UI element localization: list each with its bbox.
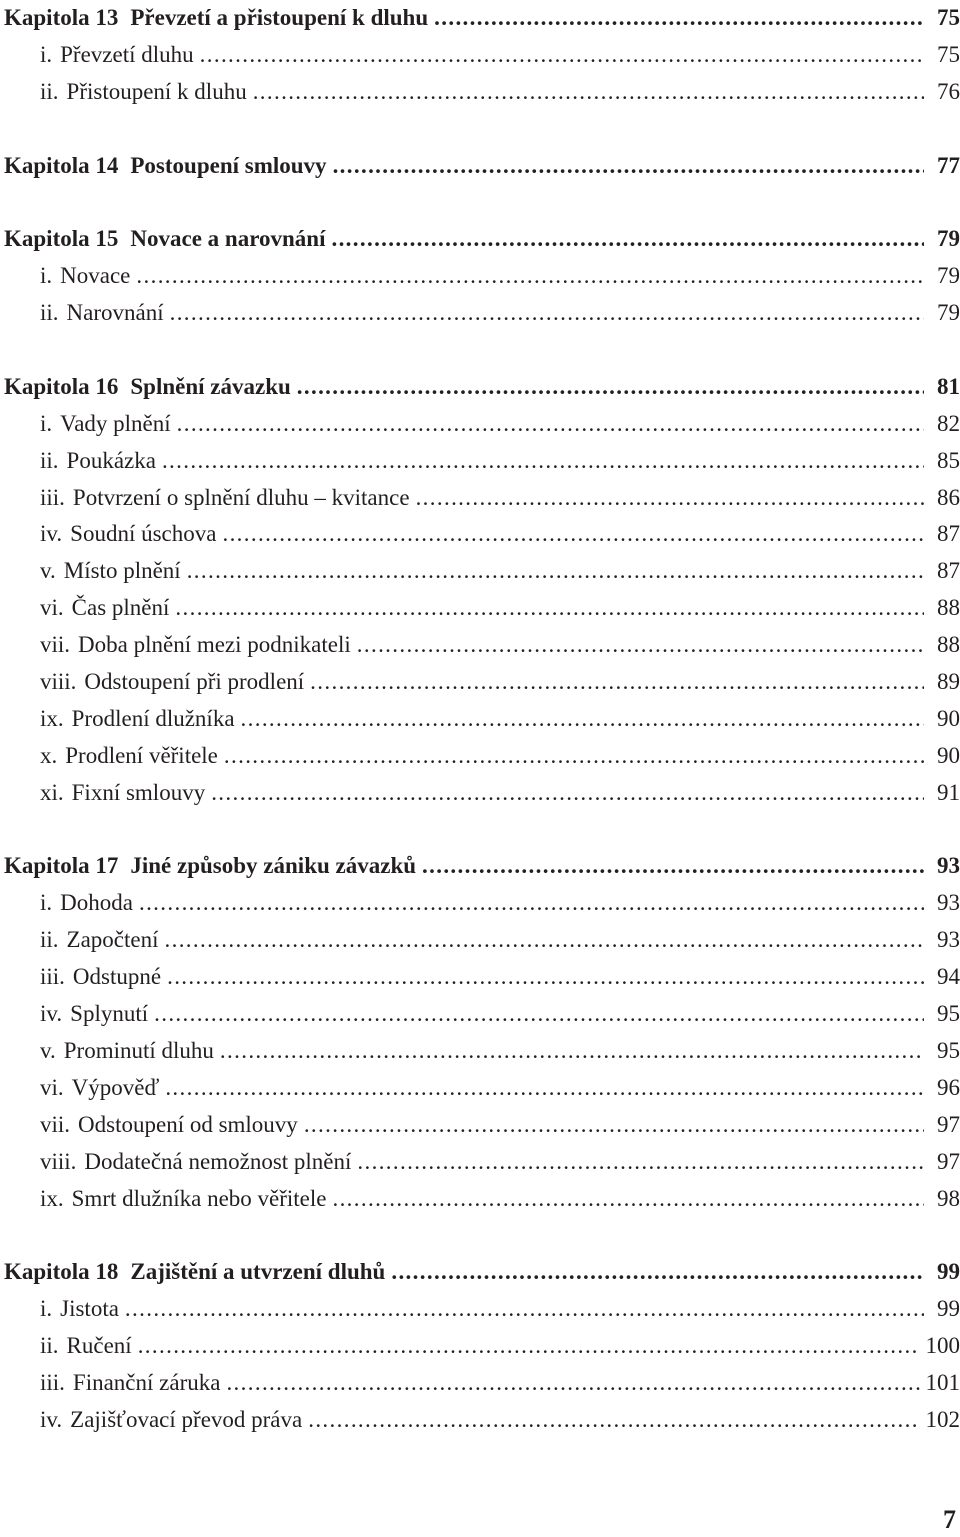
- section-title: Ručení: [66, 1333, 132, 1359]
- section-number: vi.: [40, 595, 64, 621]
- dot-leader: [304, 1107, 924, 1144]
- toc-section-entry[interactable]: [4, 1144, 960, 1181]
- section-title: Místo plnění: [63, 558, 181, 584]
- section-page-number: 88: [937, 595, 960, 621]
- chapter-page-number: 81: [937, 373, 960, 399]
- chapter-page-number: 75: [937, 5, 960, 30]
- chapter-spacer: [4, 1217, 960, 1254]
- toc-chapter-entry[interactable]: [4, 0, 960, 37]
- toc-section-entry[interactable]: [4, 443, 960, 480]
- section-title: Prodlení dlužníka: [71, 705, 235, 731]
- section-number: ii.: [40, 78, 59, 104]
- chapter-page-number: 79: [937, 226, 960, 252]
- toc-section-entry[interactable]: [4, 37, 960, 74]
- chapter-label: Kapitola 13: [4, 5, 119, 30]
- dot-leader: [200, 37, 924, 74]
- toc-section-entry[interactable]: [4, 590, 960, 627]
- section-title: Splynutí: [70, 1001, 149, 1027]
- section-number: i.: [40, 41, 53, 67]
- section-page-number: 97: [937, 1148, 960, 1174]
- section-heading: [40, 959, 163, 996]
- dot-leader: [241, 701, 924, 738]
- chapter-heading: [4, 0, 430, 37]
- chapter-page-number: 99: [937, 1259, 960, 1285]
- dot-leader: [224, 738, 924, 775]
- toc-section-entry[interactable]: [4, 1328, 960, 1365]
- toc-chapter-entry[interactable]: [4, 369, 960, 406]
- section-number: ii.: [40, 300, 59, 326]
- dot-leader: [222, 516, 924, 553]
- section-heading: [40, 738, 220, 775]
- section-page-number: 102: [925, 1406, 960, 1432]
- section-heading: [40, 443, 158, 480]
- chapter-title: Zajištění a utvrzení dluhů: [130, 1259, 386, 1285]
- toc-chapter-entry[interactable]: [4, 848, 960, 885]
- section-heading: [40, 1070, 161, 1107]
- chapter-heading: [4, 369, 293, 406]
- section-page-number: 99: [937, 1296, 960, 1322]
- section-heading: [40, 1033, 216, 1070]
- section-title: Započtení: [66, 927, 159, 953]
- chapter-spacer: [4, 812, 960, 849]
- section-title: Poukázka: [66, 447, 156, 473]
- section-number: vii.: [40, 632, 71, 658]
- section-heading: [40, 1291, 121, 1328]
- section-title: Výpověď: [71, 1074, 160, 1100]
- section-heading: [40, 1402, 304, 1439]
- section-title: Prodlení věřitele: [65, 742, 218, 768]
- chapter-title: Jiné způsoby zániku závazků: [130, 853, 417, 879]
- toc-section-entry[interactable]: [4, 406, 960, 443]
- section-page-number: 95: [937, 1001, 960, 1027]
- dot-leader: [253, 74, 924, 111]
- chapter-heading: [4, 1254, 387, 1291]
- section-heading: [40, 664, 306, 701]
- toc-section-entry[interactable]: [4, 996, 960, 1033]
- chapter-title: Novace a narovnání: [130, 226, 326, 252]
- section-number: viii.: [40, 1148, 77, 1174]
- section-title: Potvrzení o splnění dluhu – kvitance: [72, 484, 410, 510]
- chapter-page-number: 93: [937, 853, 960, 879]
- section-page-number: 87: [937, 521, 960, 547]
- toc-chapter-entry[interactable]: [4, 221, 960, 258]
- section-page-number: 79: [937, 263, 960, 289]
- toc-chapter-entry[interactable]: [4, 148, 960, 185]
- section-heading: [40, 406, 173, 443]
- section-heading: [40, 996, 150, 1033]
- dot-leader: [310, 664, 924, 701]
- section-page-number: 90: [937, 705, 960, 731]
- section-heading: [40, 295, 166, 332]
- section-heading: [40, 74, 249, 111]
- section-page-number: 95: [937, 1037, 960, 1063]
- toc-section-entry[interactable]: [4, 295, 960, 332]
- section-number: ix.: [40, 705, 64, 731]
- dot-leader: [139, 885, 924, 922]
- section-page-number: 93: [937, 927, 960, 953]
- section-heading: [40, 37, 196, 74]
- dot-leader: [434, 0, 924, 37]
- section-title: Finanční záruka: [72, 1369, 221, 1395]
- toc-section-entry[interactable]: [4, 516, 960, 553]
- section-number: iii.: [40, 1369, 65, 1395]
- dot-leader: [332, 1181, 924, 1218]
- toc-section-entry[interactable]: [4, 1402, 960, 1439]
- section-page-number: 98: [937, 1185, 960, 1211]
- section-page-number: 100: [925, 1333, 960, 1359]
- dot-leader: [170, 295, 924, 332]
- toc-section-entry[interactable]: [4, 959, 960, 996]
- section-title: Soudní úschova: [70, 521, 217, 547]
- section-heading: [40, 627, 353, 664]
- chapter-label: Kapitola 18: [4, 1259, 119, 1285]
- section-number: v.: [40, 558, 56, 584]
- section-number: i.: [40, 410, 53, 436]
- toc-section-entry[interactable]: [4, 922, 960, 959]
- section-title: Vady plnění: [60, 410, 171, 436]
- dot-leader: [331, 221, 924, 258]
- section-title: Přistoupení k dluhu: [66, 78, 247, 104]
- toc-section-entry[interactable]: [4, 701, 960, 738]
- section-page-number: 97: [937, 1111, 960, 1137]
- section-heading: [40, 480, 412, 517]
- section-heading: [40, 885, 135, 922]
- dot-leader: [138, 1328, 920, 1365]
- section-heading: [40, 775, 207, 812]
- section-page-number: 82: [937, 410, 960, 436]
- section-number: ii.: [40, 447, 59, 473]
- dot-leader: [165, 922, 925, 959]
- section-number: iv.: [40, 521, 63, 547]
- section-number: vi.: [40, 1074, 64, 1100]
- section-title: Doba plnění mezi podnikateli: [78, 632, 351, 658]
- section-page-number: 96: [937, 1074, 960, 1100]
- section-heading: [40, 1181, 328, 1218]
- toc-section-entry[interactable]: [4, 74, 960, 111]
- chapter-title: Splnění závazku: [130, 373, 291, 399]
- section-heading: [40, 1107, 300, 1144]
- section-page-number: 91: [937, 779, 960, 805]
- section-page-number: 87: [937, 558, 960, 584]
- chapter-heading: [4, 848, 418, 885]
- chapter-heading: [4, 221, 327, 258]
- section-page-number: 79: [937, 300, 960, 326]
- section-title: Převzetí dluhu: [60, 41, 194, 67]
- chapter-label: Kapitola 17: [4, 853, 119, 879]
- section-page-number: 76: [937, 78, 960, 104]
- dot-leader: [136, 258, 924, 295]
- section-title: Narovnání: [66, 300, 164, 326]
- toc-section-entry[interactable]: [4, 1291, 960, 1328]
- section-title: Odstoupení od smlouvy: [78, 1111, 298, 1137]
- section-heading: [40, 1328, 134, 1365]
- toc-section-entry[interactable]: [4, 1365, 960, 1402]
- toc-section-entry[interactable]: [4, 1181, 960, 1218]
- section-page-number: 93: [937, 890, 960, 916]
- section-title: Dohoda: [60, 890, 133, 916]
- table-of-contents: [4, 0, 960, 1439]
- toc-section-entry[interactable]: [4, 1070, 960, 1107]
- section-heading: [40, 1365, 222, 1402]
- section-number: iii.: [40, 484, 65, 510]
- chapter-label: Kapitola 16: [4, 373, 119, 399]
- section-heading: [40, 1144, 353, 1181]
- section-page-number: 86: [937, 484, 960, 510]
- section-title: Odstupné: [72, 964, 162, 990]
- section-number: ii.: [40, 927, 59, 953]
- dot-leader: [125, 1291, 924, 1328]
- dot-leader: [357, 1144, 924, 1181]
- section-number: i.: [40, 1296, 53, 1322]
- toc-section-entry[interactable]: [4, 553, 960, 590]
- section-title: Novace: [60, 263, 131, 289]
- chapter-spacer: [4, 111, 960, 148]
- dot-leader: [226, 1365, 919, 1402]
- dot-leader: [211, 775, 924, 812]
- section-number: vii.: [40, 1111, 71, 1137]
- toc-section-entry[interactable]: [4, 885, 960, 922]
- dot-leader: [167, 959, 924, 996]
- toc-chapter-entry[interactable]: [4, 1254, 960, 1291]
- dot-leader: [220, 1033, 924, 1070]
- section-page-number: 101: [925, 1369, 960, 1395]
- section-heading: [40, 553, 183, 590]
- chapter-page-number: 77: [937, 152, 960, 178]
- section-number: iv.: [40, 1001, 63, 1027]
- dot-leader: [391, 1254, 924, 1291]
- section-number: iv.: [40, 1406, 63, 1432]
- section-title: Jistota: [60, 1296, 119, 1322]
- toc-section-entry[interactable]: [4, 258, 960, 295]
- dot-leader: [308, 1402, 919, 1439]
- chapter-title: Převzetí a přistoupení k dluhu: [130, 5, 429, 30]
- section-title: Odstoupení při prodlení: [84, 669, 305, 695]
- section-number: viii.: [40, 669, 77, 695]
- section-heading: [40, 516, 218, 553]
- dot-leader: [154, 996, 924, 1033]
- toc-section-entry[interactable]: [4, 738, 960, 775]
- section-number: i.: [40, 890, 53, 916]
- dot-leader: [187, 553, 924, 590]
- section-title: Dodatečná nemožnost plnění: [84, 1148, 352, 1174]
- dot-leader: [422, 848, 924, 885]
- section-number: i.: [40, 263, 53, 289]
- section-number: xi.: [40, 779, 64, 805]
- section-page-number: 94: [937, 964, 960, 990]
- section-title: Čas plnění: [71, 595, 170, 621]
- section-heading: [40, 922, 161, 959]
- section-page-number: 75: [937, 41, 960, 67]
- dot-leader: [177, 406, 924, 443]
- dot-leader: [297, 369, 924, 406]
- section-number: ii.: [40, 1333, 59, 1359]
- dot-leader: [162, 443, 924, 480]
- section-number: iii.: [40, 964, 65, 990]
- section-number: v.: [40, 1037, 56, 1063]
- section-page-number: 90: [937, 742, 960, 768]
- section-page-number: 85: [937, 447, 960, 473]
- chapter-title: Postoupení smlouvy: [130, 152, 327, 178]
- dot-leader: [175, 590, 924, 627]
- section-page-number: 89: [937, 669, 960, 695]
- section-title: Fixní smlouvy: [71, 779, 206, 805]
- chapter-label: Kapitola 15: [4, 226, 119, 252]
- chapter-spacer: [4, 332, 960, 369]
- page-number: 7: [943, 1505, 956, 1534]
- toc-section-entry[interactable]: [4, 1107, 960, 1144]
- dot-leader: [165, 1070, 924, 1107]
- dot-leader: [357, 627, 924, 664]
- chapter-label: Kapitola 14: [4, 152, 119, 178]
- toc-section-entry[interactable]: [4, 775, 960, 812]
- section-title: Prominutí dluhu: [63, 1037, 214, 1063]
- chapter-heading: [4, 148, 329, 185]
- toc-section-entry[interactable]: [4, 1033, 960, 1070]
- chapter-spacer: [4, 184, 960, 221]
- section-number: x.: [40, 742, 58, 768]
- toc-section-entry[interactable]: [4, 627, 960, 664]
- section-number: ix.: [40, 1185, 64, 1211]
- toc-section-entry[interactable]: [4, 480, 960, 517]
- dot-leader: [333, 148, 924, 185]
- section-heading: [40, 590, 171, 627]
- section-heading: [40, 701, 237, 738]
- section-title: Smrt dlužníka nebo věřitele: [71, 1185, 327, 1211]
- dot-leader: [416, 480, 924, 517]
- section-heading: [40, 258, 132, 295]
- section-title: Zajišťovací převod práva: [70, 1406, 303, 1432]
- section-page-number: 88: [937, 632, 960, 658]
- toc-section-entry[interactable]: [4, 664, 960, 701]
